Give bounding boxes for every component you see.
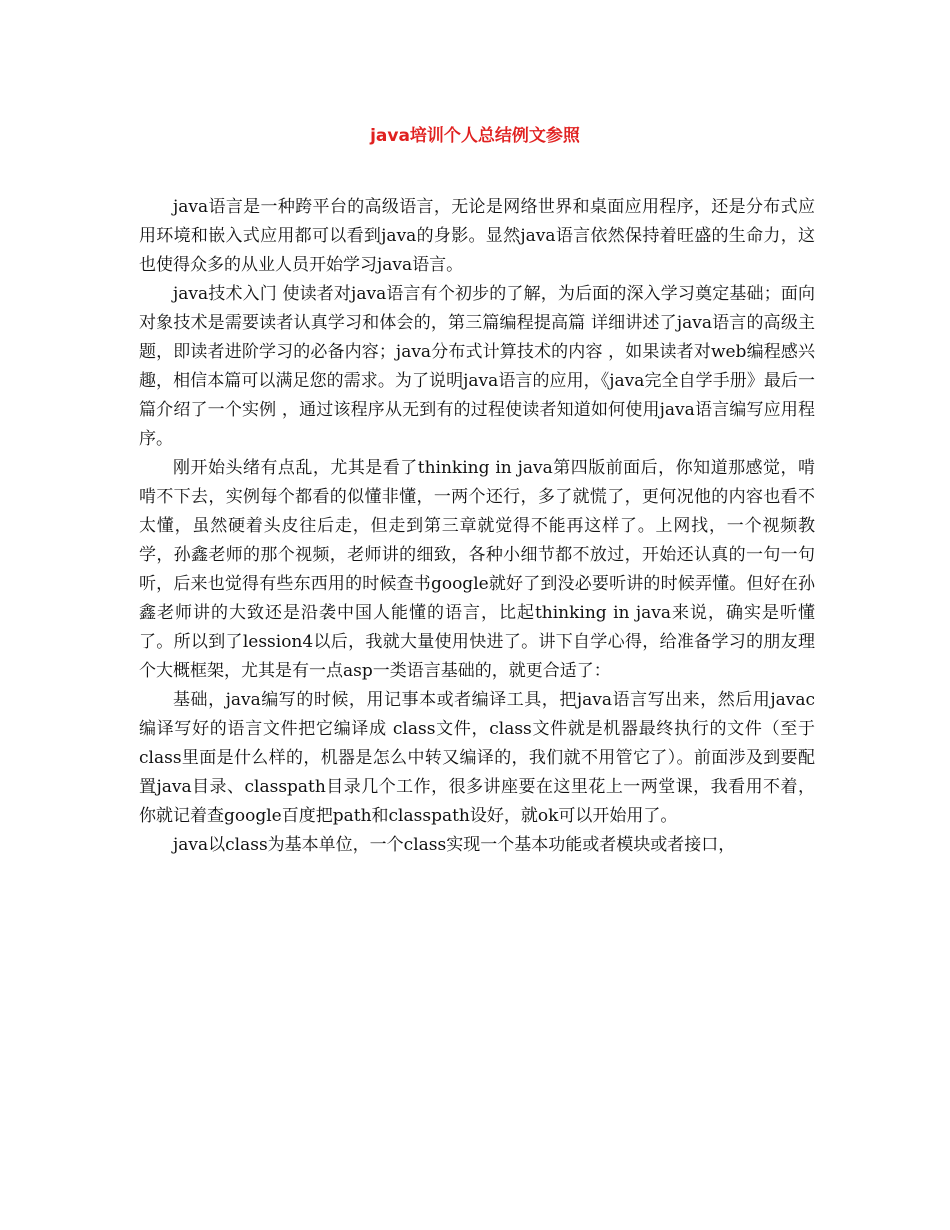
paragraph: java语言是一种跨平台的高级语言，无论是网络世界和桌面应用程序，还是分布式应用环境和嵌入式应用都可以看到java的身影。显然java语言依然保持着旺盛的生命力，这也使得众多的从业人员开始学习java语言。 (139, 197, 815, 275)
document-body (139, 193, 815, 860)
paragraph: java以class为基本单位，一个class实现一个基本功能或者模块或者接口， (173, 835, 736, 855)
paragraph: java技术入门 使读者对java语言有个初步的了解，为后面的深入学习奠定基础；面向对象技术是需要读者认真学习和体会的，第三篇编程提高篇 详细讲述了java语言的高级主题，即读者进阶学习的必备内容；java分布式计算技术的内容 ，如果读者对web编程感兴趣，相信本篇可以满足您的需求。为了说明java语言的应用，《java完全自学手册》最后一篇介绍了一个实例 ，通过该程序从无到有的过程使读者知道如何使用java语言编写应用程序。 (139, 284, 815, 449)
paragraph: 刚开始头绪有点乱，尤其是看了thinking in java第四版前面后，你知道那感觉，啃啃不下去，实例每个都看的似懂非懂，一两个还行，多了就慌了，更何况他的内容也看不太懂，虽然硬着头皮往后走，但走到第三章就觉得不能再这样了。上网找，一个视频教学，孙鑫老师的那个视频，老师讲的细致，各种小细节都不放过，开始还认真的一句一句听，后来也觉得有些东西用的时候查书google就好了到没必要听讲的时候弄懂。但好在孙鑫老师讲的大致还是沿袭中国人能懂的语言，比起thinking in java来说，确实是听懂了。所以到了lession4以后，我就大量使用快进了。讲下自学心得，给准备学习的朋友理个大概框架，尤其是有一点asp一类语言基础的，就更合适了： (139, 458, 815, 681)
paragraph: 基础，java编写的时候，用记事本或者编译工具，把java语言写出来，然后用javac 编译写好的语言文件把它编译成 class文件，class文件就是机器最终执行的文件（至于class里面是什么样的，机器是怎么中转又编译的，我们就不用管它了）。前面涉及到要配置java目录、classpath目录几个工作，很多讲座要在这里花上一两堂课，我看用不着，你就记着查google百度把path和classpath设好，就ok可以开始用了。 (139, 690, 815, 826)
document-title: java培训个人总结例文参照 (370, 126, 580, 146)
